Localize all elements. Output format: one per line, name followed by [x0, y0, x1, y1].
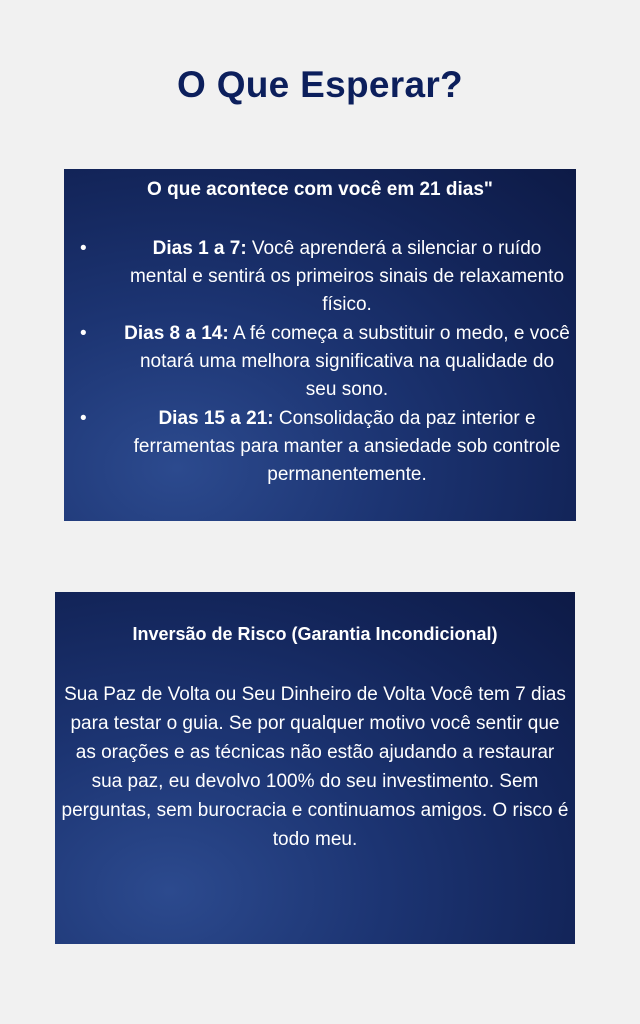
bullet-icon: • — [80, 238, 87, 259]
timeline-item-days-8-14 — [64, 320, 576, 404]
bullet-icon: • — [80, 408, 87, 429]
guarantee-card-title: Inversão de Risco (Garantia Incondicional) — [132, 624, 498, 644]
timeline-list — [64, 235, 576, 490]
bullet-icon: • — [80, 323, 87, 344]
timeline-item-label: Dias 15 a 21: — [158, 408, 274, 429]
timeline-item-days-15-21 — [64, 405, 576, 489]
timeline-item-days-1-7 — [64, 235, 576, 319]
timeline-item-label: Dias 1 a 7: — [152, 238, 247, 259]
guarantee-card — [55, 592, 575, 944]
page-title: O Que Esperar? — [177, 64, 463, 105]
guarantee-body-text: Sua Paz de Volta ou Seu Dinheiro de Volta Você tem 7 dias para testar o guia. Se por qualquer motivo você sentir que as orações e as técnicas não estão ajudando a restaurar sua paz, eu devolvo 100% do seu investimento. Sem perguntas, sem burocracia e continuamos amigos. O risco é todo meu. — [61, 684, 569, 850]
timeline-card-title: O que acontece com você em 21 dias" — [147, 179, 493, 200]
timeline-item-text: Consolidação da paz interior e ferramentas para manter a ansiedade sob controle permanentemente. — [133, 408, 561, 485]
timeline-item-text: Você aprenderá a silenciar o ruído mental e sentirá os primeiros sinais de relaxamento físico. — [129, 238, 565, 315]
timeline-card — [64, 169, 576, 521]
timeline-item-label: Dias 8 a 14: — [124, 323, 229, 344]
timeline-item-text: A fé começa a substituir o medo, e você notará uma melhora significativa na qualidade do seu sono. — [139, 323, 570, 400]
